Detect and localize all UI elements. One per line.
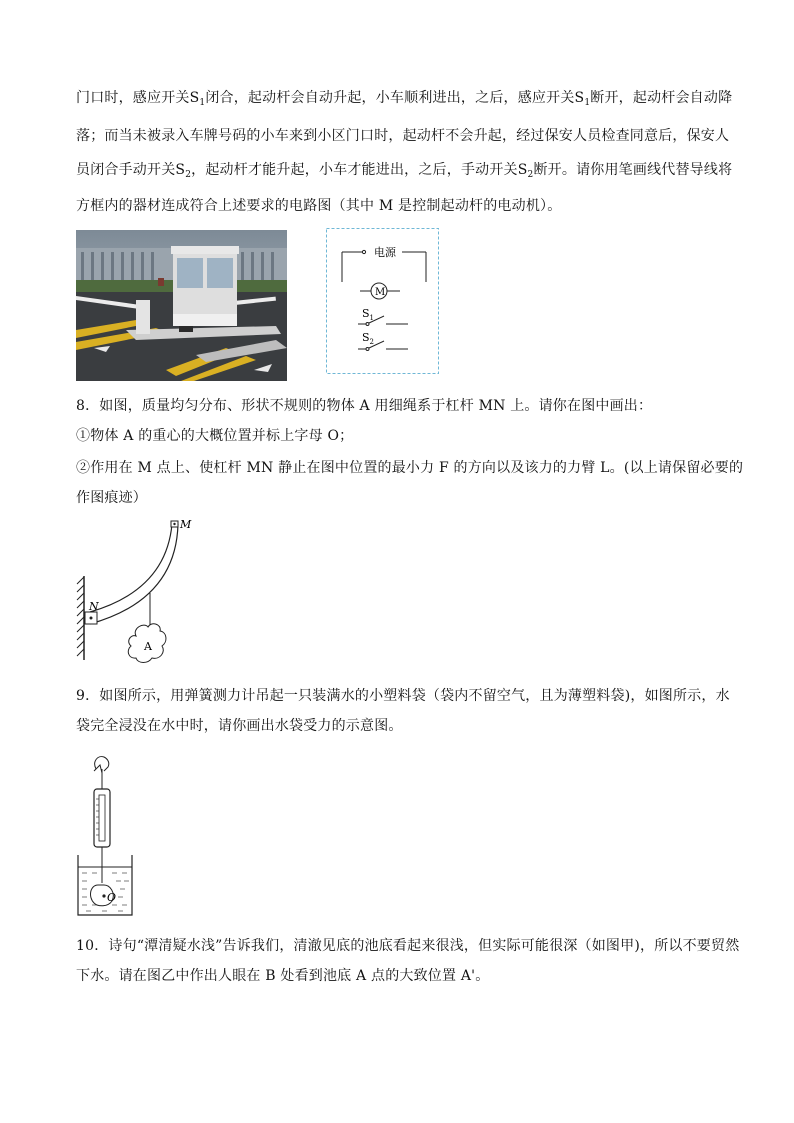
pivot-n-dot [90,617,93,620]
subscript: 1 [199,98,206,108]
q8-item-2-cont: 作图痕迹） [76,490,147,506]
label-o: O [107,891,117,904]
q8-item-1: ①物体 A 的重心的大概位置并标上字母 O； [76,428,354,444]
label-a: A [144,640,152,653]
s1-label [362,307,374,322]
text-segment: 断开。请你用笔画线代替导线将 [533,162,733,178]
text-segment: 门口时，感应开关S [76,90,200,106]
point-m-dot [173,523,175,525]
text-segment: 断开，起动杆会自动降 [590,90,733,106]
q9-line-2: 袋完全浸没在水中时，请你画出水袋受力的示意图。 [76,718,403,734]
q7-text-line-3 [76,160,733,185]
q8-item-2: ②作用在 M 点上、使杠杆 MN 静止在图中位置的最小力 F 的方向以及该力的力臂 L。(以上请保留必要的 [76,460,744,476]
circuit-diagram [326,228,439,374]
s1-letter: S [362,307,370,320]
s1-subscript: 1 [369,314,375,322]
text-segment: 员闭合手动开关S [76,162,186,178]
label-n: N [89,600,99,613]
power-terminal [362,250,365,253]
scale-slot [99,795,105,841]
subscript: 2 [527,170,534,180]
power-label: 电源 [374,246,396,259]
motor-label: M [375,287,386,298]
lever-curve-upper [90,524,178,624]
q10-line-1: 10．诗句“潭清疑水浅”告诉我们，清澈见底的池底看起来很浅，但实际可能很深（如图甲)，所以不要贸然 [76,938,740,954]
q9-line-1: 9．如图所示，用弹簧测力计吊起一只装满水的小塑料袋（袋内不留空气，且为薄塑料袋)，如图所示，水 [76,688,730,704]
s2-letter: S [362,331,370,344]
parking-gate-photo [76,230,287,381]
q7-text-line-1 [76,88,733,113]
wall-hatching [77,577,84,656]
q10-line-2: 下水。请在图乙中作出人眼在 B 处看到池底 A 点的大致位置 A'。 [76,968,490,984]
lever-curve-lower [90,524,172,612]
text-segment: 闭合，起动杆会自动升起，小车顺利进出，之后，感应开关S [205,90,585,106]
lever-diagram [74,518,204,666]
s1-pivot [366,323,369,326]
text-segment: ，起动杆才能升起，小车才能进出，之后，手动开关S [191,162,528,178]
label-m: M [180,518,192,531]
q7-text-line-4: 方框内的器材连成符合上述要求的电路图（其中 M 是控制起动杆的电动机）。 [76,198,562,214]
center-dot [102,894,105,897]
s2-label [362,331,374,346]
spring-scale-diagram [74,755,142,920]
q7-text-line-2: 落；而当未被录入车牌号码的小车来到小区门口时，起动杆不会升起，经过保安人员检查同意后，保安人 [76,128,730,144]
subscript: 2 [185,170,192,180]
q8-title: 8．如图，质量均匀分布、形状不规则的物体 A 用细绳系于杠杆 MN 上。请你在图中画出： [76,398,653,414]
s2-subscript: 2 [369,338,375,346]
s2-pivot [366,348,369,351]
subscript: 1 [584,98,591,108]
